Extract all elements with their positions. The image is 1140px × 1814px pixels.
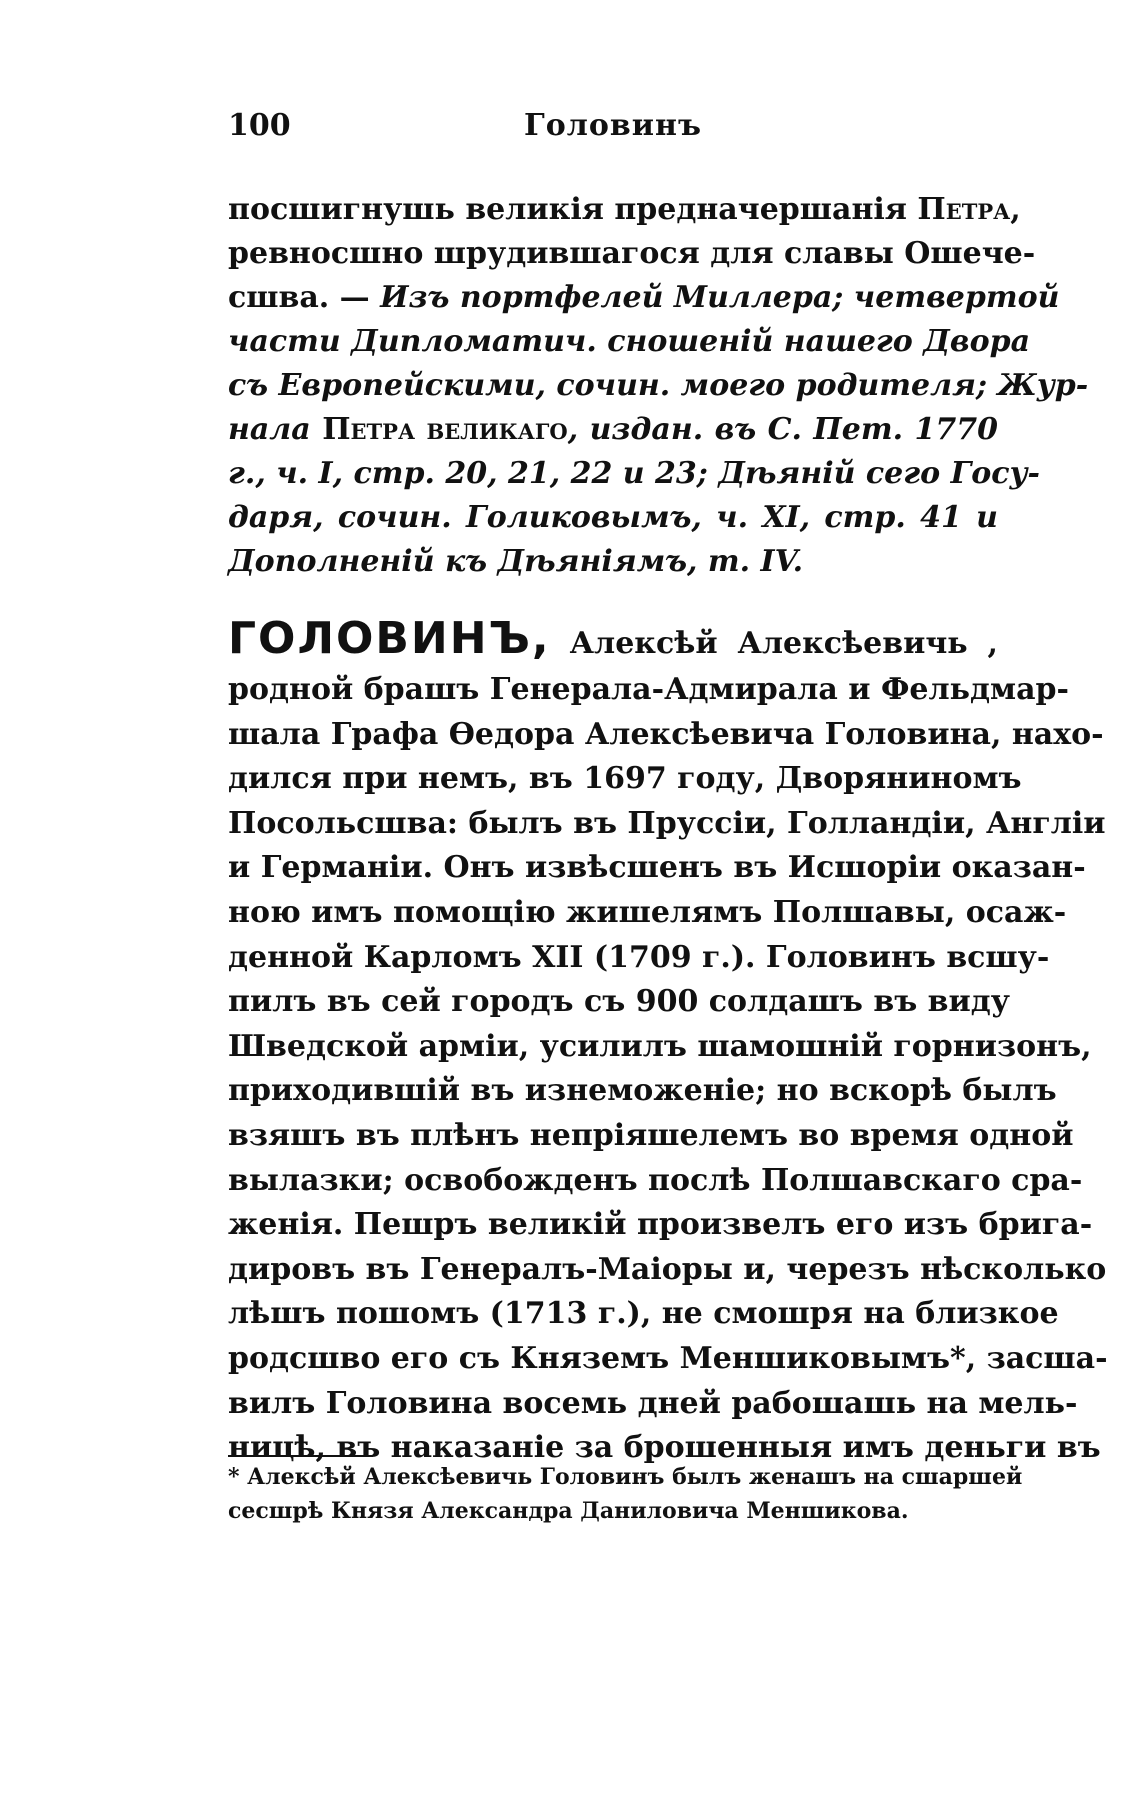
entry-line: дился при немъ, въ 1697 году, Дворяниномъ [228, 761, 1022, 797]
text-line: даря, сочин. Голиковымъ, ч. XI, стр. 41 и [228, 500, 998, 535]
entry-headword: ГОЛОВИНЪ, [228, 613, 551, 664]
entry-name: Алексѣй Алексѣевичь , [569, 626, 998, 661]
entry-first-line [228, 610, 998, 668]
text-line: нала Петра великаго, издан. въ С. Пет. 1770 [228, 412, 999, 447]
entry-line: родной брашъ Генерала-Адмирала и Фельдмар- [228, 672, 1069, 707]
entry-line: денной Карломъ XII (1709 г.). Головинъ всшу- [228, 939, 1050, 975]
entry-line: шала Графа Ѳедора Алексѣевича Головина, нахо- [228, 716, 1104, 752]
previous-entry-text [228, 188, 1089, 584]
entry-golovin [228, 610, 1108, 1471]
entry-line: лѣшъ пошомъ (1713 г.), не смошря на близкое [228, 1296, 1059, 1332]
text-line: ревносшно шрудившагося для славы Ошече- [228, 236, 1036, 271]
footnote-line: сесшрѣ Князя Александра Даниловича Меншикова. [228, 1498, 909, 1524]
entry-line: ною имъ помощію жишелямъ Полшавы, осаж- [228, 894, 1067, 930]
text-line: посшигнушь великія предначершанія Петра, [228, 192, 1021, 227]
footnote-rule [228, 1455, 373, 1457]
entry-line: женія. Пешръ великій произвелъ его изъ бригa- [228, 1207, 1093, 1243]
entry-line: пилъ въ сей городъ съ 900 солдашъ въ виду [228, 984, 1010, 1020]
entry-line: взяшъ въ плѣнъ непріяшелемъ во время одной [228, 1117, 1074, 1153]
entry-line: приходившій въ изнеможеніе; но вскорѣ былъ [228, 1073, 1057, 1109]
running-head: Головинъ [524, 108, 702, 143]
entry-line: ницѣ, въ наказаніе за брошенныя имъ деньги въ [228, 1430, 1101, 1466]
text-line: Дополненій къ Дѣяніямъ, т. IV. [228, 544, 804, 579]
page-header [228, 108, 998, 158]
text-line: части Дипломатич. сношеній нашего Двора [228, 324, 1031, 359]
footnote-line: * Алексѣй Алексѣевичь Головинъ былъ женашъ на сшаршей [228, 1464, 1023, 1490]
text-line: съ Европейскими, сочин. моего родителя; Жур- [228, 368, 1089, 403]
page-number: 100 [228, 108, 291, 143]
entry-line: дировъ въ Генералъ-Маіоры и, черезъ нѣсколько [228, 1251, 1107, 1287]
footnote [228, 1460, 1023, 1528]
entry-line: и Германіи. Онъ извѣсшенъ въ Исшоріи оказан- [228, 850, 1086, 886]
entry-line: Шведской арміи, усилилъ шамошній горнизонъ, [228, 1028, 1092, 1064]
text-line: сшва. — Изъ портфелей Миллера; четвертой [228, 280, 1060, 315]
entry-line: вылазки; освобожденъ послѣ Полшавскаго сра- [228, 1162, 1083, 1198]
text-line: г., ч. I, стр. 20, 21, 22 и 23; Дѣяній сего Госу- [228, 456, 1040, 491]
entry-line: вилъ Головина восемь дней рабошашь на мель- [228, 1385, 1078, 1421]
entry-line: родсшво его съ Княземъ Меншиковымъ*, засша- [228, 1340, 1108, 1376]
entry-line: Посольсшва: былъ въ Пруссіи, Голландіи, Англіи [228, 805, 1106, 841]
